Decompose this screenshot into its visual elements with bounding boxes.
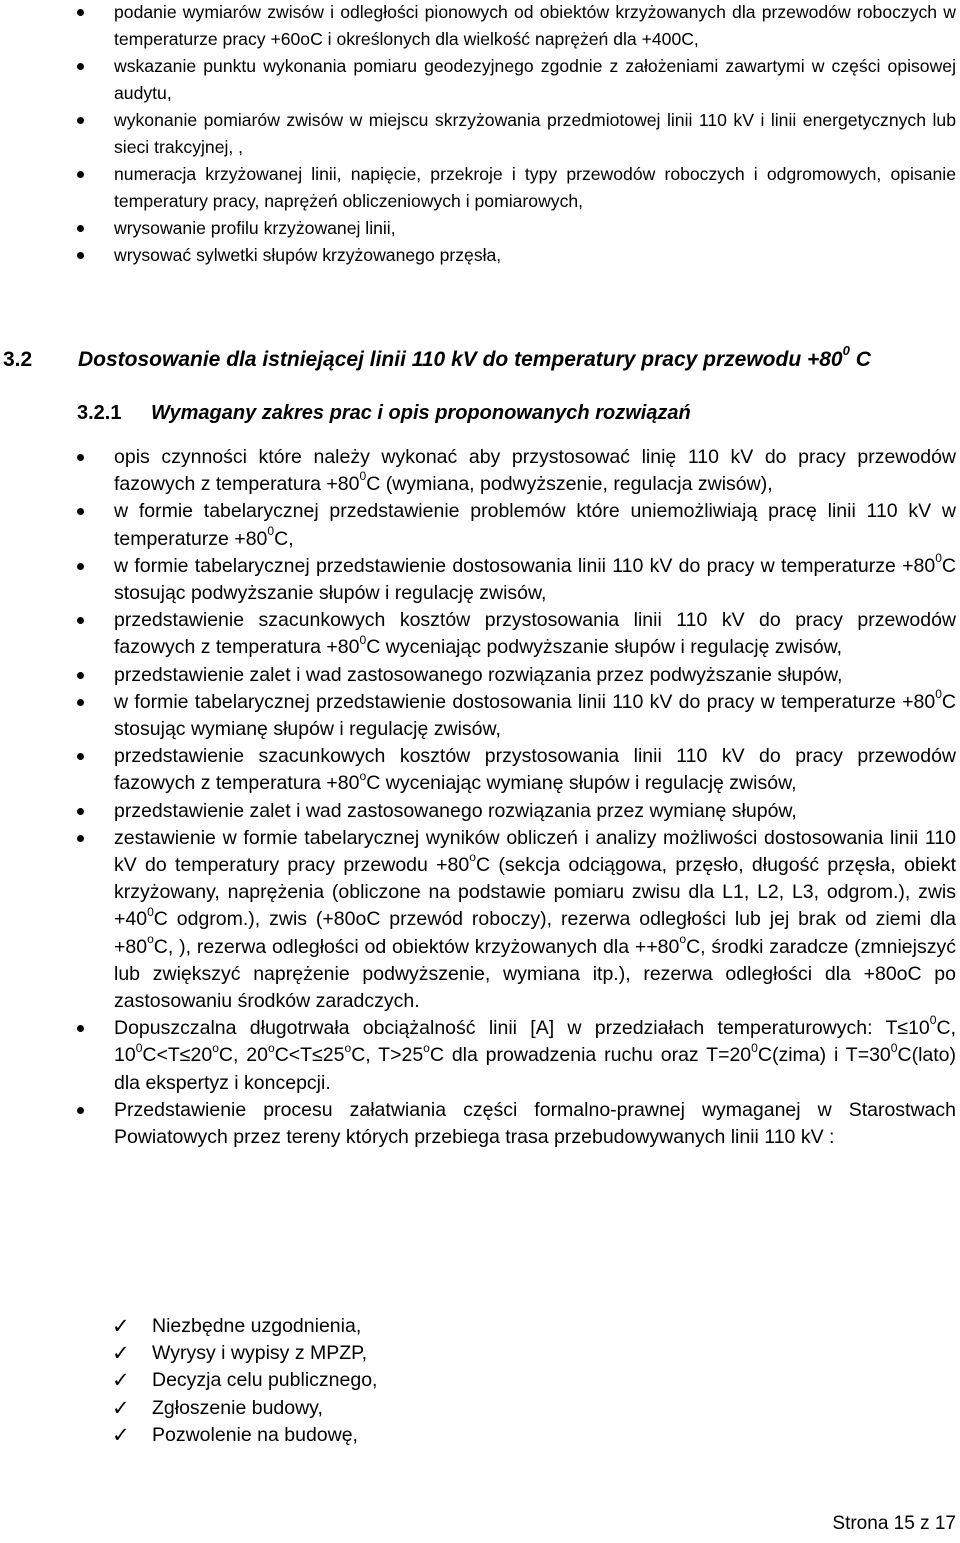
bullet-icon [77,9,84,16]
page-number: Strona 15 z 17 [832,1513,956,1534]
bullet-icon [77,835,84,842]
list-item [0,825,960,1015]
bullet-icon [77,672,84,679]
list-item-text: przedstawienie zalet i wad zastosowanego rozwiązania przez wymianę słupów, [114,799,797,822]
list-item-text: opis czynności które należy wykonać aby przystosować linię 110 kV do pracy przewodów fazowych z temperatura $+80^0C$ (wymiana, podwyższenie, regulacja zwisów), [114,446,956,496]
bullet-icon [77,63,84,70]
check-item-text: Decyzja celu publicznego, [152,1369,378,1392]
checkmark-icon: ✓ [112,1423,130,1447]
list-item-text: wrysowanie profilu krzyżowanej linii, [114,218,396,238]
list-item [0,215,960,242]
list-item [0,0,960,53]
bullet-icon [77,563,84,570]
check-item-text: Pozwolenie na budowę, [152,1423,358,1446]
bullet-icon [77,508,84,515]
list-item-text: Przedstawienie procesu załatwiania części formalno-prawnej wymaganej w Starostwach Powiatowych przez tereny których przebiega trasa przebudowywanych linii 110 kV : [114,1098,956,1149]
section-title: Dostosowanie dla istniejącej linii 110 kV do temperatury pracy przewodu $+80^0$ C [78,343,871,371]
bullet-icon [77,1025,84,1032]
list-item [0,242,960,269]
checkmark-icon: ✓ [112,1369,130,1393]
check-list-item [0,1395,960,1422]
list-item-text: w formie tabelarycznej przedstawienie dostosowania linii 110 kV do pracy w temperaturze $+80^0C$ stosując wymianę słupów i regulację zwisów, [114,686,956,741]
check-list-item [0,1422,960,1449]
list-item-text: podanie wymiarów zwisów i odległości pionowych od obiektów krzyżowanych dla przewodów roboczych w temperaturze pracy +60oC i określonych dla wielkość naprężeń dla +400C, [114,2,956,49]
list-item-text: wykonanie pomiarów zwisów w miejscu skrzyżowania przedmiotowej linii 110 kV i linii energetycznych lub sieci trakcyjnej, , [114,110,956,157]
list-item-text: przedstawienie szacunkowych kosztów przystosowania linii 110 kV do pracy przewodów fazowych z temperatura $+80^0C$ wyceniając podwyższanie słupów i regulację zwisów, [114,609,956,659]
list-item-text: zestawienie w formie tabelarycznej wyników obliczeń i analizy możliwości dostosowania linii 110 kV do temperatury pracy przewodu $+80^oC$ (sekcja odciągowa, przęsło, długość przęsła, obiekt krzyżowany, naprężenia (obliczone na podstawie pomiaru zwisu dla L1, L2, L3, odgrom.), zwis $+40^0C$ odgrom.), zwis (+80oC przewód roboczy), rezerwa odległości lub jej brak od ziemi dla $+80^oC$, ), rezerwa odległości od obiektów krzyżowanych dla $++80^oC$, środki zaradcze (zmniejszyć lub zwiększyć naprężenie podwyższenie, wymiana itp.), rezerwa odległości dla +80oC po zastosowaniu środków zaradczych. [114,826,957,1013]
list-item-text: Dopuszczalna długotrwała obciążalność linii [A] w przedziałach temperaturowych: $T\le 10^0C$, $10^0C<T\le 20^oC$, $20^oC<T\le 25^oC$, $T>25^oC$ dla prowadzenia ruchu oraz $T=20^0C(zima)$ i $T=30^0C(lato)$ dla ekspertyz i koncepcji. [114,1013,957,1094]
bullet-icon [77,117,84,124]
bullet-icon [77,753,84,760]
subsection-heading [77,402,691,425]
list-item-text: w formie tabelarycznej przedstawienie problemów które uniemożliwiają pracę linii 110 kV w temperaturze $+80^0C$, [114,500,956,550]
list-item [0,1015,960,1097]
scope-of-work-list [0,444,960,1151]
check-item-text: Wyrysy i wypisy z MPZP, [152,1342,368,1365]
list-item [0,498,960,552]
section-number: 3.2 [3,348,33,371]
list-item [0,161,960,215]
bullet-icon [77,171,84,178]
bullet-icon [77,1107,84,1114]
check-list-item [0,1313,960,1340]
bullet-icon [77,225,84,232]
list-item [0,798,960,825]
list-item [0,1097,960,1151]
list-item [0,444,960,498]
requirements-list-top [0,0,960,270]
list-item [0,53,960,107]
list-item [0,662,960,689]
list-item [0,550,960,607]
list-item-text: numeracja krzyżowanej linii, napięcie, przekroje i typy przewodów roboczych i odgromowych, opisanie temperatury pracy, naprężeń obliczeniowych i pomiarowych, [114,164,956,211]
list-item [0,607,960,661]
check-list-item [0,1367,960,1394]
bullet-icon [77,252,84,259]
bullet-icon [77,808,84,815]
list-item-text: wskazanie punktu wykonania pomiaru geodezyjnego zgodnie z założeniami zawartymi w części opisowej audytu, [114,56,956,103]
list-item [0,743,960,797]
bullet-icon [77,699,84,706]
list-item-text: wrysować sylwetki słupów krzyżowanego przęsła, [114,245,502,265]
bullet-icon [77,454,84,461]
check-item-text: Niezbędne uzgodnienia, [152,1315,362,1337]
list-item [0,107,960,161]
subsection-title: Wymagany zakres prac i opis proponowanych rozwiązań [151,402,691,424]
formal-documents-list [0,1313,960,1449]
check-list-item [0,1340,960,1367]
list-item-text: w formie tabelarycznej przedstawienie dostosowania linii 110 kV do pracy w temperaturze $+80^0C$ stosując podwyższanie słupów i regulację zwisów, [114,550,956,605]
list-item-text: przedstawienie szacunkowych kosztów przystosowania linii 110 kV do pracy przewodów fazowych z temperatura $+80^oC$ wyceniając wymianę słupów i regulację zwisów, [114,745,956,795]
list-item [0,686,960,743]
bullet-icon [77,617,84,624]
checkmark-icon: ✓ [112,1342,130,1366]
check-item-text: Zgłoszenie budowy, [152,1396,323,1419]
checkmark-icon: ✓ [112,1396,130,1420]
section-heading [3,343,871,372]
checkmark-icon: ✓ [112,1315,130,1338]
subsection-number: 3.2.1 [77,402,122,424]
list-item-text: przedstawienie zalet i wad zastosowanego rozwiązania przez podwyższanie słupów, [114,663,843,686]
